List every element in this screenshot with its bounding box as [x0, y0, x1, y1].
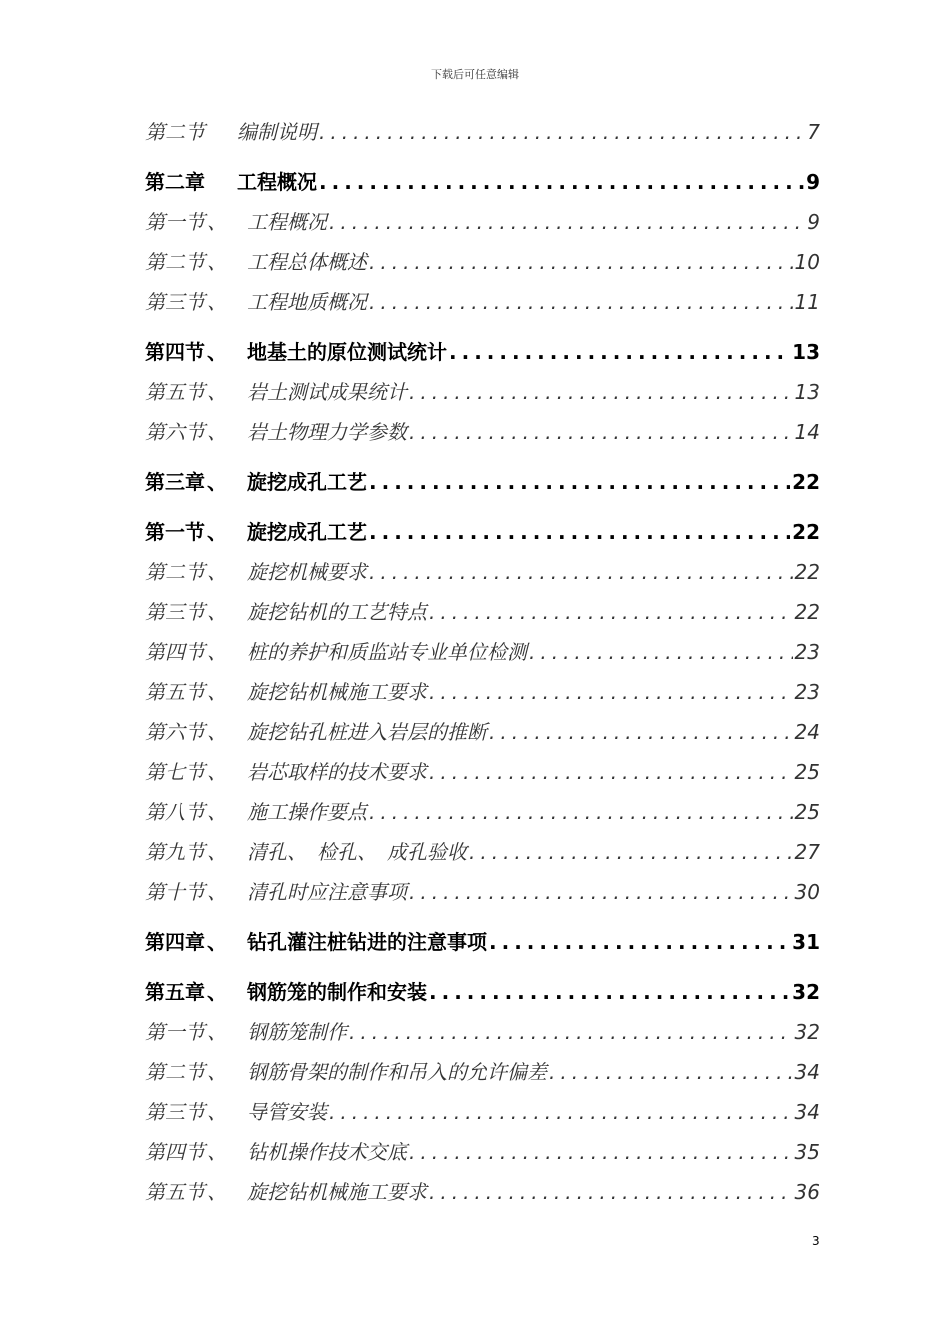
toc-entry-separator: 、 [207, 930, 227, 954]
toc-entry[interactable] [145, 246, 820, 286]
toc-entry[interactable] [145, 206, 820, 246]
toc-leader-dots [317, 120, 805, 144]
toc-entry-number: 第四节 [145, 640, 205, 664]
toc-entry[interactable] [145, 166, 820, 206]
toc-leader-dots [547, 1060, 793, 1084]
toc-entry-separator: 、 [207, 800, 227, 824]
toc-entry-page: 32 [794, 1020, 820, 1044]
toc-entry-title: 旋挖钻机械施工要求 [247, 1180, 427, 1204]
toc-leader-dots [367, 250, 793, 274]
toc-entry-separator: 、 [207, 520, 227, 544]
toc-entry-number: 第二节 [145, 250, 205, 274]
toc-entry-separator: 、 [207, 560, 227, 584]
toc-entry-page: 11 [794, 290, 820, 314]
toc-entry-number: 第四节 [145, 340, 205, 364]
toc-leader-dots [427, 760, 793, 784]
toc-entry-page: 27 [794, 840, 820, 864]
toc-leader-dots [367, 290, 793, 314]
toc-leader-dots [407, 380, 793, 404]
toc-entry-page: 36 [794, 1180, 820, 1204]
toc-entry-number: 第九节 [145, 840, 205, 864]
toc-entry-separator: 、 [207, 600, 227, 624]
toc-entry-page: 10 [794, 250, 820, 274]
toc-entry-title: 旋挖成孔工艺 [247, 470, 367, 494]
toc-entry[interactable] [145, 1176, 820, 1216]
toc-entry-page: 14 [794, 420, 820, 444]
toc-leader-dots [317, 170, 804, 194]
toc-entry-page: 9 [807, 210, 820, 234]
toc-entry-number: 第十节 [145, 880, 205, 904]
toc-entry-number: 第二节 [145, 560, 205, 584]
toc-leader-dots [407, 1140, 793, 1164]
toc-leader-dots [367, 800, 793, 824]
toc-entry[interactable] [145, 416, 820, 456]
toc-entry-separator: 、 [207, 420, 227, 444]
toc-entry-number: 第八节 [145, 800, 205, 824]
toc-entry-title: 施工操作要点 [247, 800, 367, 824]
toc-entry-separator: 、 [207, 1060, 227, 1084]
toc-entry-title: 旋挖钻机械施工要求 [247, 680, 427, 704]
toc-entry-title: 清孔、 检孔、 成孔验收 [247, 840, 467, 864]
toc-entry-separator: 、 [207, 250, 227, 274]
toc-entry[interactable] [145, 756, 820, 796]
toc-entry-page: 25 [794, 800, 820, 824]
toc-entry-number: 第二章 [145, 170, 205, 194]
toc-leader-dots [367, 470, 790, 494]
toc-leader-dots [487, 930, 790, 954]
toc-entry-title: 工程概况 [237, 170, 317, 194]
toc-entry-number: 第三节 [145, 600, 205, 624]
toc-leader-dots [427, 1180, 793, 1204]
toc-entry[interactable] [145, 116, 820, 156]
toc-entry[interactable] [145, 516, 820, 556]
toc-entry-number: 第六节 [145, 420, 205, 444]
toc-entry-number: 第三章 [145, 470, 205, 494]
toc-entry-page: 7 [807, 120, 820, 144]
toc-entry-separator: 、 [207, 380, 227, 404]
toc-entry-title: 导管安装 [247, 1100, 327, 1124]
toc-entry-separator: 、 [207, 290, 227, 314]
toc-entry-separator: 、 [207, 340, 227, 364]
toc-leader-dots [367, 520, 790, 544]
toc-leader-dots [407, 420, 793, 444]
toc-entry-page: 23 [794, 640, 820, 664]
toc-entry-separator: 、 [207, 720, 227, 744]
toc-entry-page: 9 [806, 170, 820, 194]
toc-entry-number: 第七节 [145, 760, 205, 784]
toc-entry-page: 22 [792, 520, 820, 544]
toc-entry-title: 编制说明 [237, 120, 317, 144]
toc-leader-dots [347, 1020, 793, 1044]
toc-entry-separator: 、 [207, 880, 227, 904]
toc-entry-number: 第三节 [145, 290, 205, 314]
toc-entry[interactable] [145, 376, 820, 416]
toc-entry-title: 钻孔灌注桩钻进的注意事项 [247, 930, 487, 954]
toc-entry-number: 第一节 [145, 1020, 205, 1044]
toc-entry-separator: 、 [207, 980, 227, 1004]
toc-entry-separator: 、 [207, 1100, 227, 1124]
toc-entry-title: 旋挖机械要求 [247, 560, 367, 584]
toc-entry-number: 第四节 [145, 1140, 205, 1164]
toc-entry-title: 工程总体概述 [247, 250, 367, 274]
toc-leader-dots [407, 880, 793, 904]
toc-entry-separator: 、 [207, 760, 227, 784]
toc-leader-dots [447, 340, 790, 364]
toc-entry-page: 25 [794, 760, 820, 784]
toc-leader-dots [367, 560, 793, 584]
toc-entry-number: 第四章 [145, 930, 205, 954]
toc-entry[interactable] [145, 836, 820, 876]
toc-entry-separator: 、 [207, 1180, 227, 1204]
toc-entry[interactable] [145, 596, 820, 636]
toc-entry-title: 工程地质概况 [247, 290, 367, 314]
toc-entry-page: 13 [794, 380, 820, 404]
toc-entry[interactable] [145, 676, 820, 716]
toc-entry-page: 22 [792, 470, 820, 494]
toc-entry-number: 第五节 [145, 680, 205, 704]
toc-entry-number: 第二节 [145, 120, 205, 144]
toc-entry-separator: 、 [207, 840, 227, 864]
toc-entry[interactable] [145, 1096, 820, 1136]
toc-entry-page: 31 [792, 930, 820, 954]
toc-entry-title: 钢筋骨架的制作和吊入的允许偏差 [247, 1060, 547, 1084]
toc-entry-page: 23 [794, 680, 820, 704]
toc-entry-number: 第五节 [145, 1180, 205, 1204]
toc-entry[interactable] [145, 926, 820, 966]
toc-entry-title: 岩土物理力学参数 [247, 420, 407, 444]
toc-entry-separator: 、 [207, 1140, 227, 1164]
toc-leader-dots [327, 210, 805, 234]
toc-entry-title: 清孔时应注意事项 [247, 880, 407, 904]
toc-entry-page: 30 [794, 880, 820, 904]
toc-entry-separator: 、 [207, 1020, 227, 1044]
toc-entry[interactable] [145, 1056, 820, 1096]
toc-leader-dots [427, 980, 790, 1004]
toc-entry-title: 岩芯取样的技术要求 [247, 760, 427, 784]
header-note: 下载后可任意编辑 [431, 68, 519, 81]
toc-leader-dots [327, 1100, 793, 1124]
toc-entry[interactable] [145, 286, 820, 326]
toc-entry-title: 地基土的原位测试统计 [247, 340, 447, 364]
toc-entry-number: 第五节 [145, 380, 205, 404]
toc-entry[interactable] [145, 336, 820, 376]
toc-entry-separator: 、 [207, 680, 227, 704]
toc-entry[interactable] [145, 1016, 820, 1056]
toc-entry[interactable] [145, 716, 820, 756]
toc-leader-dots [427, 680, 793, 704]
toc-entry-title: 旋挖钻孔桩进入岩层的推断 [247, 720, 487, 744]
toc-leader-dots [427, 600, 793, 624]
toc-entry-page: 22 [794, 600, 820, 624]
toc-entry-number: 第一节 [145, 210, 205, 234]
toc-entry-number: 第一节 [145, 520, 205, 544]
toc-entry-number: 第三节 [145, 1100, 205, 1124]
toc-entry-title: 钻机操作技术交底 [247, 1140, 407, 1164]
toc-entry-page: 22 [794, 560, 820, 584]
toc-leader-dots [467, 840, 793, 864]
toc-entry[interactable] [145, 556, 820, 596]
toc-entry-page: 34 [794, 1100, 820, 1124]
toc-entry-separator: 、 [207, 470, 227, 494]
toc-entry-separator: 、 [207, 640, 227, 664]
toc-entry-title: 钢筋笼制作 [247, 1020, 347, 1044]
toc-entry[interactable] [145, 796, 820, 836]
toc-entry-number: 第二节 [145, 1060, 205, 1084]
toc-leader-dots [487, 720, 793, 744]
toc-entry-title: 岩土测试成果统计 [247, 380, 407, 404]
toc-entry-title: 钢筋笼的制作和安装 [247, 980, 427, 1004]
toc-entry[interactable] [145, 876, 820, 916]
toc-leader-dots [527, 640, 793, 664]
toc-entry-page: 24 [794, 720, 820, 744]
toc-entry-title: 旋挖成孔工艺 [247, 520, 367, 544]
toc-entry-number: 第五章 [145, 980, 205, 1004]
toc-entry[interactable] [145, 636, 820, 676]
toc-entry-number: 第六节 [145, 720, 205, 744]
toc-entry-page: 13 [792, 340, 820, 364]
toc-entry[interactable] [145, 466, 820, 506]
toc-entry-separator: 、 [207, 210, 227, 234]
toc-entry-page: 34 [794, 1060, 820, 1084]
toc-entry-page: 32 [792, 980, 820, 1004]
toc-entry-title: 桩的养护和质监站专业单位检测 [247, 640, 527, 664]
page-number: 3 [812, 1234, 820, 1248]
toc-entry-title: 旋挖钻机的工艺特点 [247, 600, 427, 624]
toc-entry[interactable] [145, 976, 820, 1016]
toc-entry-title: 工程概况 [247, 210, 327, 234]
toc-entry[interactable] [145, 1136, 820, 1176]
toc-entry-page: 35 [794, 1140, 820, 1164]
